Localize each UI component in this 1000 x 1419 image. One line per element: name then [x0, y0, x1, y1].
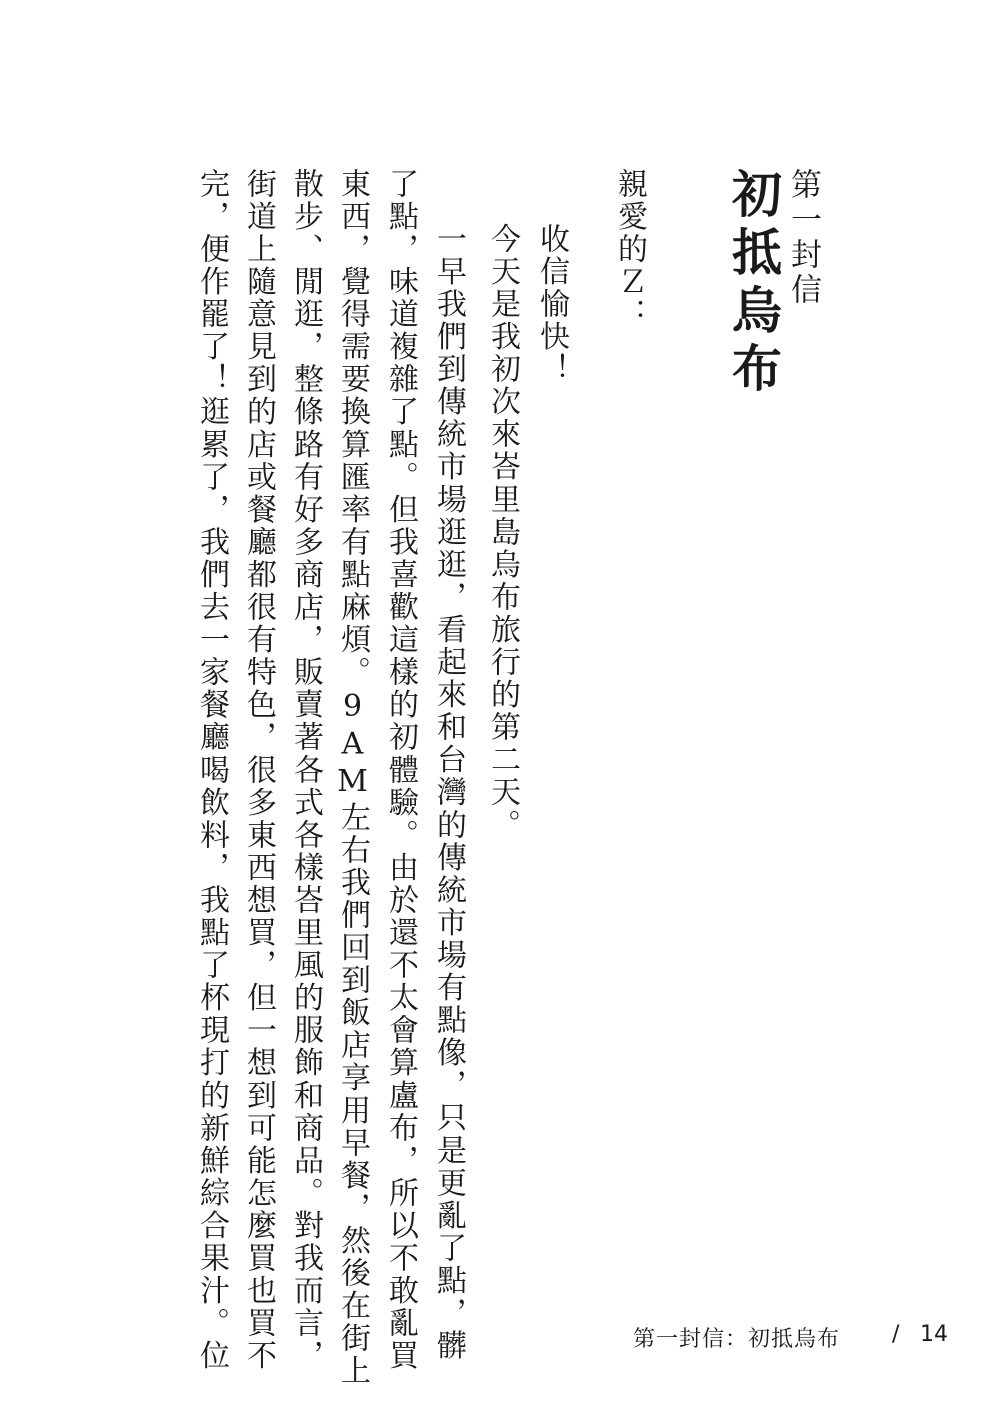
footer-chapter-title: 第一封信：初抵烏布 — [633, 1327, 841, 1352]
letter-paragraph-line: 東西，覺得需要換算匯率有點麻煩。9AM左右我們回到飯店享用早餐，然後在街上 — [335, 168, 370, 1388]
chapter-title: 初抵烏布 — [724, 168, 782, 400]
chapter-label: 第一封信 — [785, 168, 821, 308]
letter-paragraph-line: 一早我們到傳統市場逛逛，看起來和台灣的傳統市場有點像，只是更亂了點，髒 — [431, 223, 466, 1363]
letter-paragraph-line: 完，便作罷了！逛累了，我們去一家餐廳喝飲料，我點了杯現打的新鮮綜合果汁。位 — [194, 168, 229, 1373]
letter-paragraph-line: 今天是我初次來峇里島烏布旅行的第二天。 — [485, 223, 520, 842]
running-footer — [0, 1322, 1000, 1362]
letter-greeting: 收信愉快！ — [534, 223, 569, 386]
letter-paragraph-line: 散步、閒逛，整條路有好多商店，販賣著各式各樣峇里風的服飾和商品。對我而言， — [288, 168, 323, 1373]
letter-paragraph-line: 了點，味道複雜了點。但我喜歡這樣的初體驗。由於還不太會算盧布，所以不敢亂買 — [383, 168, 418, 1373]
footer-separator: / — [892, 1322, 900, 1347]
letter-salutation: 親愛的Ｚ： — [612, 168, 647, 331]
letter-paragraph-line: 街道上隨意見到的店或餐廳都很有特色，很多東西想買，但一想到可能怎麼買也買不 — [241, 168, 276, 1373]
page-number: 14 — [920, 1322, 948, 1347]
